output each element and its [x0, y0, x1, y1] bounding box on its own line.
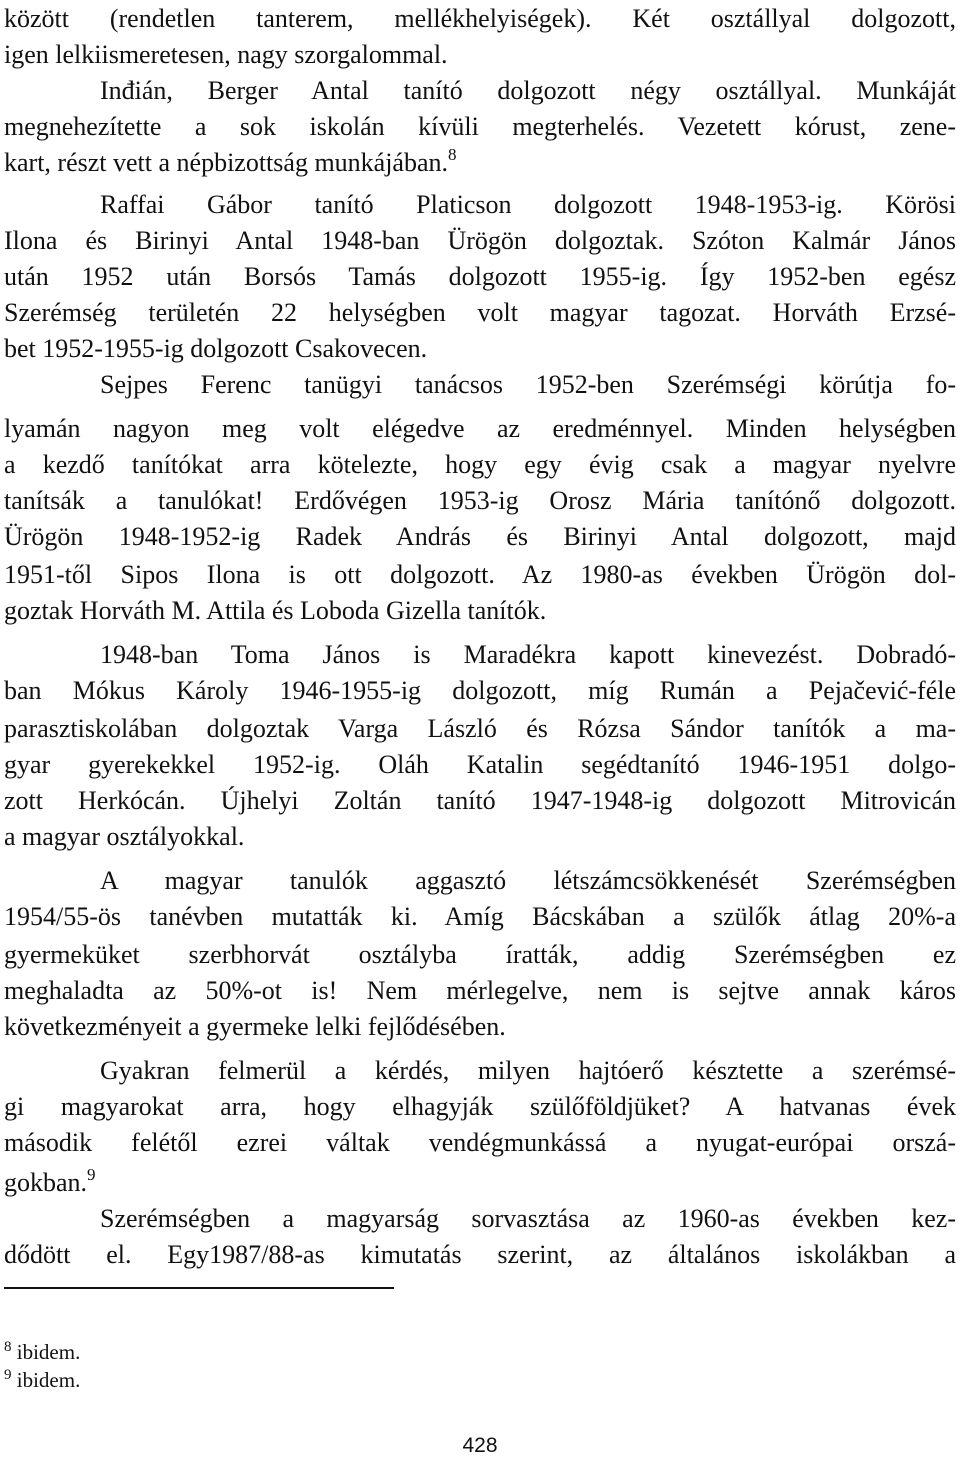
footnote-text: ibidem.: [16, 1340, 81, 1364]
text-line: Gyakran felmerül a kérdés, milyen hajtóerő késztette a szerémsé-: [100, 1056, 956, 1085]
text-line: 1954/55-ös tanévben mutatták ki. Amíg Bácskában a szülők átlag 20%-a: [4, 902, 956, 931]
text-line: Ilona és Birinyi Antal 1948-ban Ürögön dolgoztak. Szóton Kalmár János: [4, 226, 956, 255]
text-line: ban Mókus Károly 1946-1955-ig dolgozott, míg Rumán a Pejačević-féle: [4, 676, 956, 705]
text-line: Szerémség területén 22 helységben volt magyar tagozat. Horváth Erzsé-: [4, 298, 956, 327]
text-line: között (rendetlen tanterem, mellékhelyiségek). Két osztállyal dolgozott,: [4, 4, 956, 33]
footnote-text: ibidem.: [16, 1368, 81, 1392]
text-line: lyamán nagyon meg volt elégedve az eredménnyel. Minden helységben: [4, 414, 956, 443]
text-line: következményeit a gyermeke lelki fejlődésében.: [4, 1012, 506, 1041]
footnote: [4, 1367, 80, 1393]
footnote-divider: [4, 1287, 394, 1289]
footnote-mark: 8: [4, 1339, 12, 1355]
text-line: a kezdő tanítókat arra kötelezte, hogy egy évig csak a magyar nyelvre: [4, 450, 956, 479]
text-line: dődött el. Egy1987/88-as kimutatás szerint, az általános iskolákban a: [4, 1240, 956, 1269]
page-number: 428: [462, 1434, 498, 1457]
footnote-ref: 8: [448, 145, 457, 164]
text-span: kart, részt vett a népbizottság munkájában.: [4, 148, 449, 177]
text-line: tanítsák a tanulókat! Erdővégen 1953-ig Orosz Mária tanítónő dolgozott.: [4, 486, 956, 515]
text-line: zott Herkócán. Újhelyi Zoltán tanító 1947-1948-ig dolgozott Mitrovicán: [4, 786, 956, 815]
text-line: gyermeküket szerbhorvát osztályba íratták, addig Szerémségben ez: [4, 940, 956, 969]
text-line: gi magyarokat arra, hogy elhagyják szülőföldjüket? A hatvanas évek: [4, 1092, 956, 1121]
text-line: Inđián, Berger Antal tanító dolgozott négy osztállyal. Munkáját: [100, 76, 956, 105]
text-line: parasztiskolában dolgoztak Varga László és Rózsa Sándor tanítók a ma-: [4, 714, 956, 743]
text-line: Raffai Gábor tanító Platicson dolgozott 1948-1953-ig. Körösi: [100, 190, 956, 219]
text-line: igen lelkiismeretesen, nagy szorgalommal.: [4, 40, 448, 69]
text-line: után 1952 után Borsós Tamás dolgozott 1955-ig. Így 1952-ben egész: [4, 262, 956, 291]
text-line: meghaladta az 50%-ot is! Nem mérlegelve, nem is sejtve annak káros: [4, 976, 956, 1005]
text-line: [4, 144, 956, 182]
footnote-mark: 9: [4, 1367, 12, 1383]
text-line: a magyar osztályokkal.: [4, 822, 245, 851]
text-line: második felétől ezrei váltak vendégmunkássá a nyugat-európai orszá-: [4, 1128, 956, 1157]
text-line: megnehezítette a sok iskolán kívüli megterhelés. Vezetett kórust, zene-: [4, 112, 956, 141]
text-line: Sejpes Ferenc tanügyi tanácsos 1952-ben Szerémségi körútja fo-: [100, 370, 956, 399]
text-line: Ürögön 1948-1952-ig Radek András és Birinyi Antal dolgozott, majd: [4, 522, 956, 551]
footnote: [4, 1339, 80, 1365]
text-line: Szerémségben a magyarság sorvasztása az 1960-as években kez-: [100, 1204, 956, 1233]
text-line: bet 1952-1955-ig dolgozott Csakovecen.: [4, 334, 428, 363]
text-line: 1951-től Sipos Ilona is ott dolgozott. Az 1980-as években Ürögön dol-: [4, 560, 956, 589]
text-span: gokban.: [4, 1168, 88, 1197]
text-line: goztak Horváth M. Attila és Loboda Gizella tanítók.: [4, 596, 547, 625]
text-line: [4, 1164, 956, 1202]
text-line: A magyar tanulók aggasztó létszámcsökkenését Szerémségben: [100, 866, 956, 895]
footnote-ref: 9: [87, 1165, 96, 1184]
text-line: 1948-ban Toma János is Maradékra kapott kinevezést. Dobradó-: [100, 640, 956, 669]
text-line: gyar gyerekekkel 1952-ig. Oláh Katalin segédtanító 1946-1951 dolgo-: [4, 750, 956, 779]
